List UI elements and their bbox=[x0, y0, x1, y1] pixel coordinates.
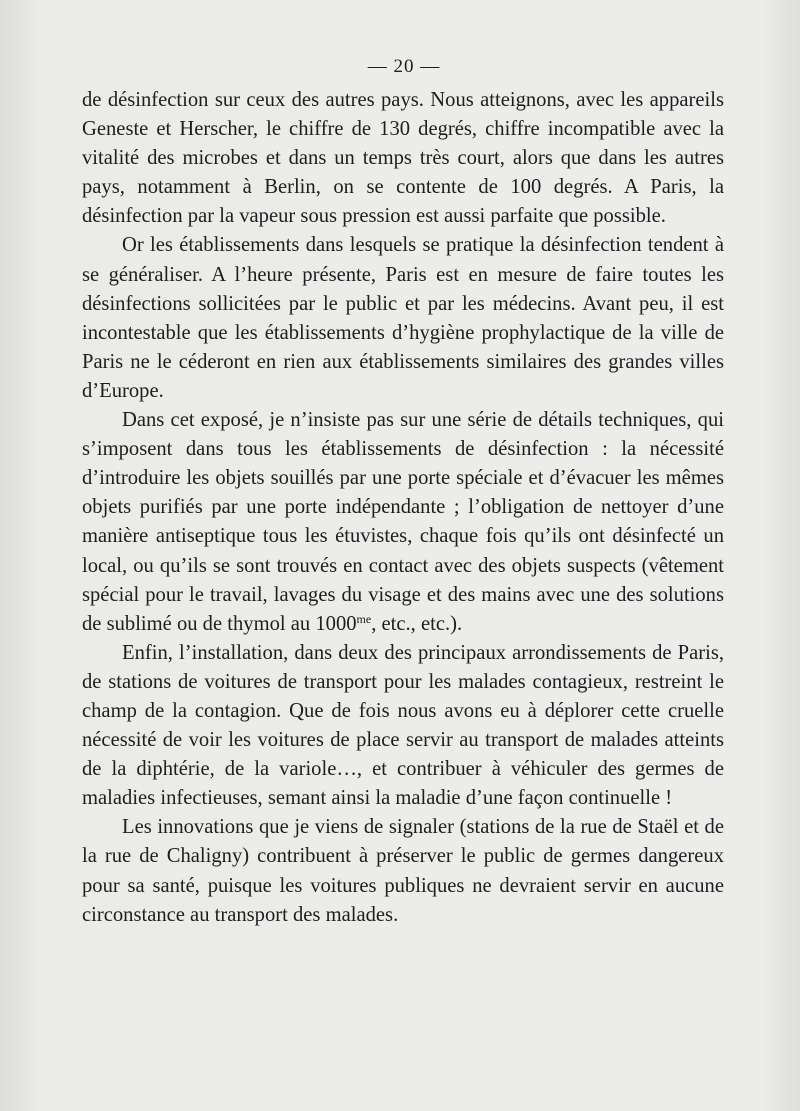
paragraph-2: Or les établissements dans lesquels se pratique la désinfection tendent à se généraliser. A l’heure présente, Paris est en mesure de faire toutes les désinfections sollicitées par le public et par les médecins. Avant peu, il est incontestable que les établissements d’hygiène prophylactique de la ville de Paris ne le céderont en rien aux établissements similaires des grandes villes d’Europe. bbox=[82, 234, 724, 402]
paragraph-4: Enfin, l’installation, dans deux des principaux arrondissements de Paris, de stations de voitures de transport pour les malades contagieux, restreint le champ de la contagion. Que de fois nous avons eu à déplorer cette cruelle nécessité de voir les voitures de place servir au transport de malades atteints de la diphtérie, de la variole…, et contribuer à véhiculer des germes de maladies infectieuses, semant ainsi la maladie d’une façon continuelle ! bbox=[82, 641, 724, 810]
body-text bbox=[82, 86, 724, 930]
paragraph-3 bbox=[82, 406, 724, 639]
paragraph-5: Les innovations que je viens de signaler (stations de la rue de Staël et de la rue de Chaligny) contribuent à préserver le public de germes dangereux pour sa santé, puisque les voitures publiques ne devraient servir en aucune circonstance au transport des malades. bbox=[82, 816, 724, 926]
ordinal-superscript: me bbox=[356, 611, 372, 626]
paragraph-3-text: Dans cet exposé, je n’insiste pas sur une série de détails techniques, qui s’imposent dans tous les établissements de désinfection : la nécessité d’introduire les objets souillés par une porte spéciale et d’évacuer les mêmes objets purifiés par une porte indépendante ; l’obligation de nettoyer d’une manière antiseptique tous les étuvistes, chaque fois qu’ils ont désinfecté un local, ou qu’ils se sont trouvés en contact avec des objets suspects (vêtement spécial pour le travail, lavages du visage et des mains avec une des solutions de sublimé ou de thymol au 1000 bbox=[82, 409, 724, 635]
paragraph-3-text-end: , etc., etc.). bbox=[371, 612, 463, 635]
page-number: — 20 — bbox=[367, 56, 441, 77]
paragraph-1: de désinfection sur ceux des autres pays. Nous atteignons, avec les appareils Geneste et Herscher, le chiffre de 130 degrés, chiffre incompatible avec la vitalité des microbes et dans un temps très court, alors que dans les autres pays, notamment à Berlin, on se contente de 100 degrés. A Paris, la désinfection par la vapeur sous pression est aussi parfaite que possible. bbox=[82, 89, 724, 228]
